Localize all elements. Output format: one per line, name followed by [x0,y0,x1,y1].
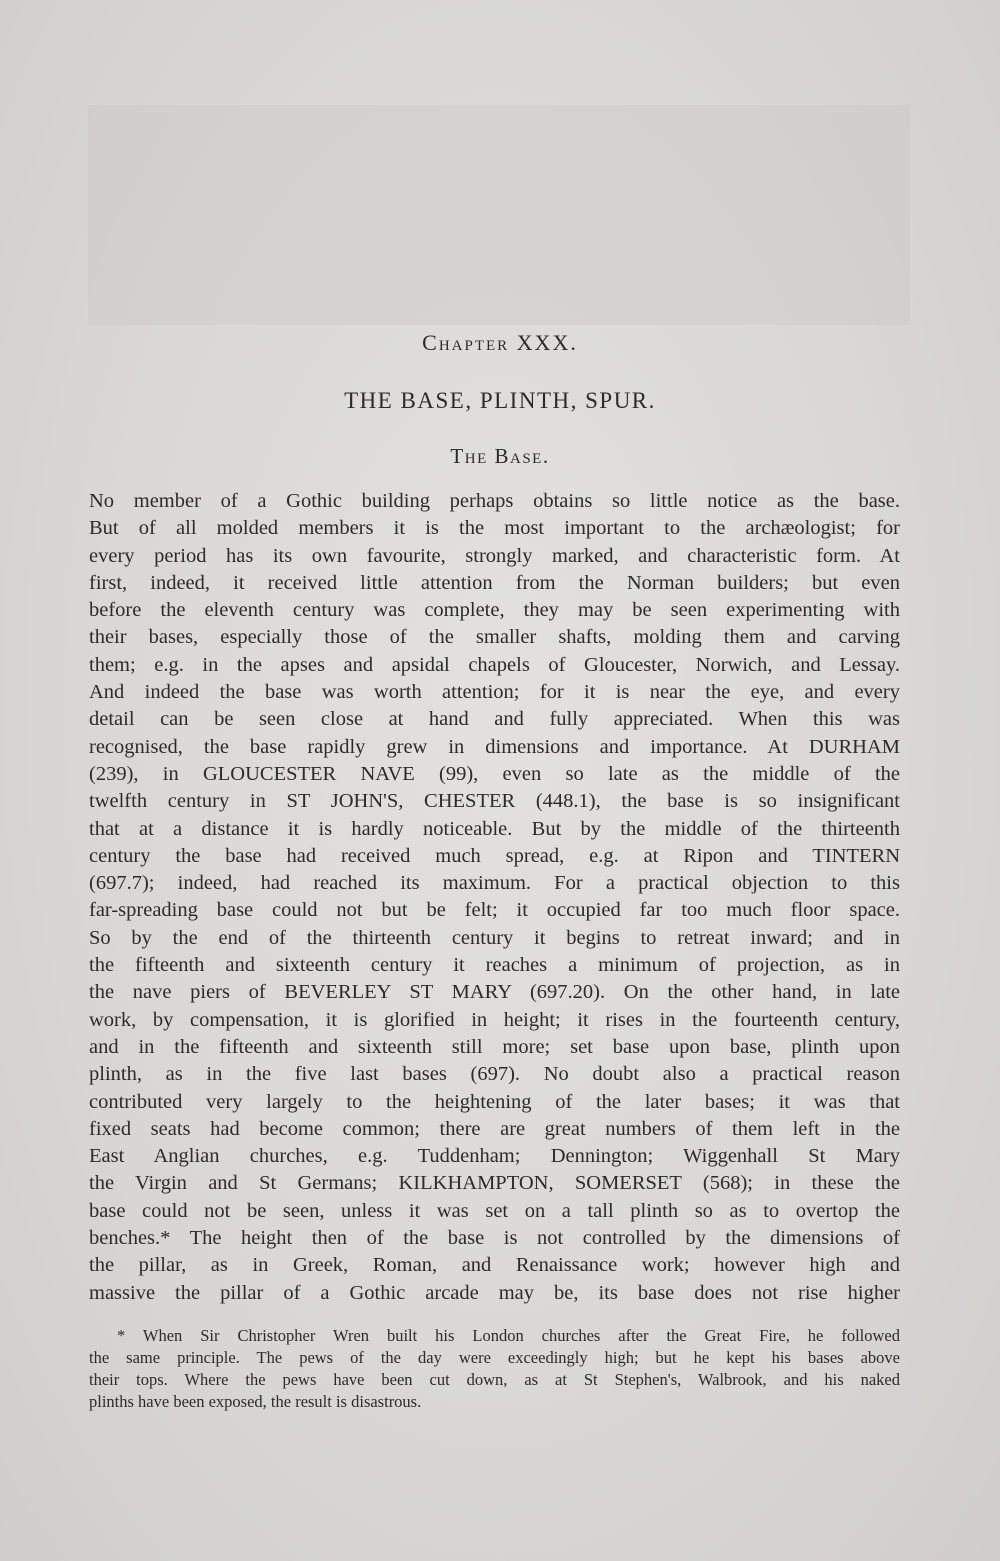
text-line: the fifteenth and sixteenth century it reaches a minimum of projection, as in [89,954,900,977]
chapter-title: THE BASE, PLINTH, SPUR. [344,388,656,413]
text-line: far-spreading base could not but be felt; it occupied far too much floor space. [89,899,900,922]
text-line: twelfth century in ST JOHN'S, CHESTER (448.1), the base is so insignificant [89,790,900,813]
text-line: the Virgin and St Germans; KILKHAMPTON, SOMERSET (568); in these the [89,1172,900,1195]
text-line: the pillar, as in Greek, Roman, and Renaissance work; however high and [89,1254,900,1277]
text-line: and in the fifteenth and sixteenth still more; set base upon base, plinth upon [89,1035,900,1058]
footnote-line: * When Sir Christopher Wren built his London churches after the Great Fire, he followed [117,1326,900,1345]
text-line: (239), in GLOUCESTER NAVE (99), even so late as the middle of the [89,762,900,785]
text-line: (697.7); indeed, had reached its maximum. For a practical objection to this [89,872,900,895]
footnote [89,1325,900,1413]
text-line: plinth, as in the five last bases (697). No doubt also a practical reason [89,1063,900,1086]
text-line: No member of a Gothic building perhaps obtains so little notice as the base. [89,490,900,512]
text-line: first, indeed, it received little attention from the Norman builders; but even [89,571,900,594]
text-line: fixed seats had become common; there are great numbers of them left in the [89,1117,900,1140]
chapter-heading: Chapter XXX. [422,330,578,355]
text-line: benches.* The height then of the base is not controlled by the dimensions of [89,1227,900,1250]
text-line: them; e.g. in the apses and apsidal chapels of Gloucester, Norwich, and Lessay. [89,653,900,676]
section-heading: The Base. [450,444,550,468]
footnote-line: the same principle. The pews of the day were exceedingly high; but he kept his bases above [89,1348,900,1367]
footnote-line: their tops. Where the pews have been cut down, as at St Stephen's, Walbrook, and his naked [89,1370,900,1389]
text-line: work, by compensation, it is glorified in height; it rises in the fourteenth century, [89,1008,900,1031]
text-line: contributed very largely to the heightening of the later bases; it was that [89,1090,900,1113]
text-line: century the base had received much spread, e.g. at Ripon and TINTERN [89,844,900,867]
text-line: And indeed the base was worth attention; for it is near the eye, and every [89,681,900,704]
footnote-line: plinths have been exposed, the result is disastrous. [89,1392,422,1411]
text-line: before the eleventh century was complete, they may be seen experimenting with [89,599,900,622]
text-line: So by the end of the thirteenth century it begins to retreat inward; and in [89,926,900,949]
text-line: base could not be seen, unless it was set on a tall plinth so as to overtop the [89,1199,900,1222]
text-line: detail can be seen close at hand and fully appreciated. When this was [89,708,900,731]
text-line: recognised, the base rapidly grew in dimensions and importance. At DURHAM [89,735,900,758]
body-text [89,488,900,1307]
text-line: their bases, especially those of the smaller shafts, molding them and carving [89,626,900,649]
faded-plate-area [88,105,910,325]
text-line: massive the pillar of a Gothic arcade may be, its base does not rise higher [89,1281,900,1304]
text-line: But of all molded members it is the most important to the archæologist; for [89,517,900,540]
text-line: every period has its own favourite, strongly marked, and characteristic form. At [89,544,900,567]
text-line: that at a distance it is hardly noticeable. But by the middle of the thirteenth [89,817,900,840]
text-line: the nave piers of BEVERLEY ST MARY (697.20). On the other hand, in late [89,981,900,1004]
text-line: East Anglian churches, e.g. Tuddenham; Dennington; Wiggenhall St Mary [89,1145,900,1168]
